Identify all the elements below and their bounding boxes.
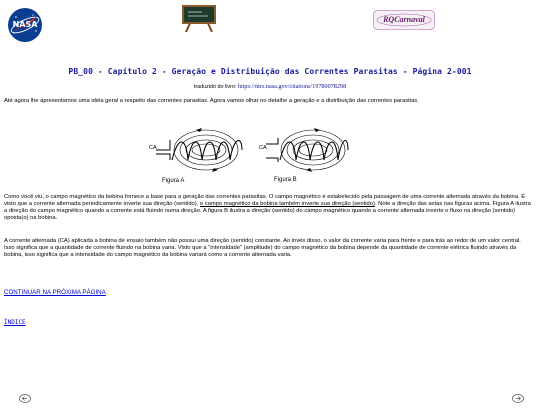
previous-page-icon[interactable] [18, 391, 32, 402]
intro-paragraph: Até agora lhe apresentamos uma idéia geral a respeito das correntes parasitas. Agora vamos olhar no detalhe a geração e a distribuição das correntes parasitas. [4, 98, 419, 104]
paragraph-2-underlined: o campo magnético da bobina também inverte sua direção (sentido) [199, 201, 375, 208]
chalkboard-icon [180, 4, 218, 32]
figure-b-field-loops [281, 130, 345, 170]
paragraph-magnetic-field [4, 194, 532, 222]
paragraph-2-part-2: . Note a direção das setas nas figuras acima. Figura A ilustra a direção do campo magnético quando a corrente está fluindo numa direção. A figura B ilustra a direção (sentido) do campo magnético quando a corrente alternada inverte o fluxo na direção (sentido) oposta(o) na bobina. [4, 201, 531, 222]
source-link[interactable]: https://ntrs.nasa.gov/citations/19780078298 [237, 83, 347, 90]
figure-b-arrows [306, 128, 320, 172]
next-page-icon[interactable] [511, 391, 525, 402]
nasa-logo-text: NASA [12, 20, 38, 29]
figure-a-label: Figura A [162, 178, 185, 184]
continue-next-page-link[interactable]: CONTINUAR NA PRÓXIMA PÁGINA [4, 289, 106, 296]
coil-figure [148, 120, 398, 188]
figure-a-ca-label: CA [149, 145, 157, 151]
source-line [0, 83, 540, 90]
figure-b-ca-label: CA [259, 145, 267, 151]
paragraph-2-part-1: Como você viu, o campo magnético da bobina fornece a base para a geração das correntes parasitas. O campo magnético é estabelecido pela passagem de uma corrente alternada através da bobina. É visto que a corrente alternada periodicamente inverte sua direção (sentido), [4, 194, 526, 208]
figure-b-label: Figura B [274, 177, 297, 183]
figure-b-coil [266, 138, 348, 162]
index-link[interactable]: ÍNDICE [4, 319, 26, 326]
rqcarnaval-logo [373, 10, 435, 30]
rqcarnaval-logo-text: RQCarnaval [383, 15, 425, 24]
paragraph-alternating-current: A corrente alternada (CA) aplicada a bobina de ensaio também não possui uma direção (sentido) constante. Ao invés disso, o valor da corrente varia para frente e para trás ao redor de um valor central. Isso significa que a quantidade de corrente fluindo na bobina varia. Visto que a "intensidade" (amplitude) do campo magnético da bobina depende da quantidade de corrente elétrica fluindo através da bobina, isso significa que a intensidade do campo magnético da bobina variará como a corrente alternada varia. [4, 238, 521, 259]
page-title: PB_00 - Capítulo 2 - Geração e Distribuição das Correntes Parasitas - Página 2-001 [68, 67, 472, 76]
source-label: traduzido do livro: [193, 84, 237, 90]
coil-diagram [148, 120, 398, 188]
nasa-logo [7, 7, 43, 43]
